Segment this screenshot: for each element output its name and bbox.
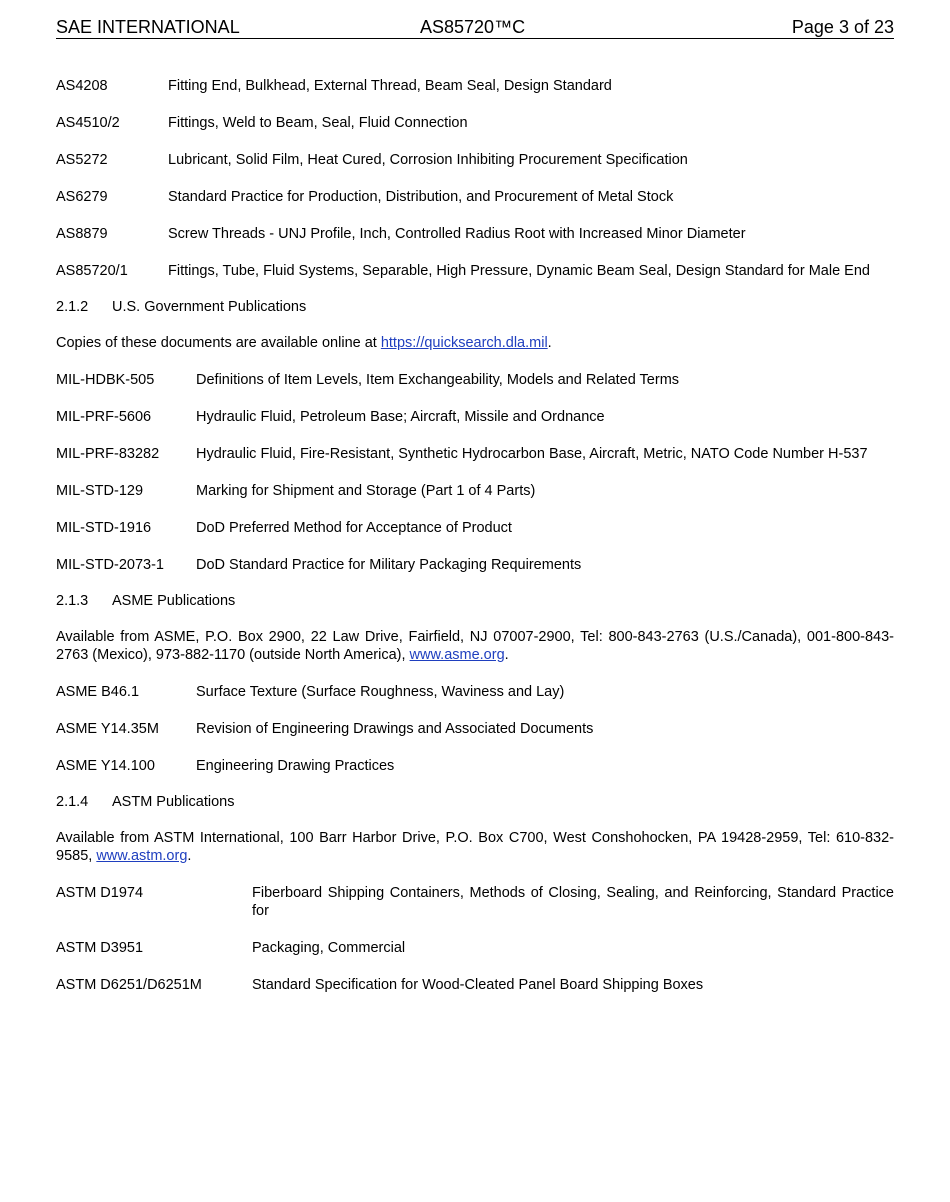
- reference-title: Engineering Drawing Practices: [196, 758, 395, 774]
- reference-title: Hydraulic Fluid, Fire-Resistant, Synthetic Hydrocarbon Base, Aircraft, Metric, NATO Code Number H-537: [196, 446, 868, 462]
- reference-entry: [56, 371, 894, 389]
- reference-entry: [56, 976, 894, 994]
- section-number: 2.1.4: [56, 794, 89, 810]
- reference-entry: [56, 556, 894, 574]
- reference-title: Fitting End, Bulkhead, External Thread, Beam Seal, Design Standard: [168, 78, 612, 94]
- reference-entry: [56, 151, 894, 169]
- reference-entry: [56, 188, 894, 206]
- section-intro: [56, 829, 894, 865]
- section-heading: [56, 592, 894, 610]
- intro-text: Copies of these documents are available online at: [56, 335, 381, 351]
- reference-code: AS4510/2: [56, 115, 120, 131]
- reference-code: ASTM D1974: [56, 885, 144, 901]
- reference-entry: [56, 77, 894, 95]
- asme-website-link[interactable]: www.asme.org: [409, 647, 505, 663]
- section-title: ASTM Publications: [112, 794, 235, 810]
- page-header: [56, 0, 894, 39]
- dla-quicksearch-link[interactable]: https://quicksearch.dla.mil: [380, 335, 548, 351]
- reference-code: MIL-PRF-5606: [56, 409, 152, 425]
- document-body: [56, 77, 894, 994]
- reference-title: Standard Practice for Production, Distribution, and Procurement of Metal Stock: [168, 189, 674, 205]
- reference-title: Lubricant, Solid Film, Heat Cured, Corrosion Inhibiting Procurement Specification: [168, 152, 688, 168]
- section-intro: [56, 628, 894, 664]
- reference-title: Surface Texture (Surface Roughness, Waviness and Lay): [196, 684, 565, 700]
- reference-entry: [56, 519, 894, 537]
- reference-entry: [56, 720, 894, 738]
- astm-website-link[interactable]: www.astm.org: [96, 848, 188, 864]
- reference-code: ASME B46.1: [56, 684, 140, 700]
- header-page-number: Page 3 of 23: [791, 17, 894, 37]
- reference-entry: [56, 262, 894, 280]
- section-number: 2.1.3: [56, 593, 89, 609]
- reference-title: Standard Specification for Wood-Cleated Panel Board Shipping Boxes: [252, 977, 704, 993]
- reference-entry: [56, 445, 894, 463]
- reference-code: ASME Y14.100: [56, 758, 155, 774]
- intro-end: .: [504, 647, 509, 663]
- reference-code: MIL-STD-2073-1: [56, 557, 164, 573]
- header-publisher: SAE INTERNATIONAL: [56, 17, 240, 37]
- reference-title: DoD Standard Practice for Military Packaging Requirements: [196, 557, 582, 573]
- intro-end: .: [187, 848, 192, 864]
- intro-end: .: [547, 335, 552, 351]
- reference-code: AS85720/1: [56, 263, 128, 279]
- reference-code: ASTM D6251/D6251M: [56, 977, 202, 993]
- reference-entry: [56, 939, 894, 957]
- reference-title: Fittings, Weld to Beam, Seal, Fluid Connection: [168, 115, 468, 131]
- reference-code: ASME Y14.35M: [56, 721, 159, 737]
- reference-entry: [56, 683, 894, 701]
- reference-code: MIL-STD-1916: [56, 520, 152, 536]
- reference-code: MIL-STD-129: [56, 483, 144, 499]
- reference-title: Revision of Engineering Drawings and Associated Documents: [196, 721, 594, 737]
- intro-text: Available from ASME, P.O. Box 2900, 22 Law Drive, Fairfield, NJ 07007-2900, Tel: 800-843-2763 (U.S./Canada), 001-800-843-2763 (Mexico), 973-882-1170 (outside North America),: [56, 629, 894, 663]
- reference-title: Definitions of Item Levels, Item Exchangeability, Models and Related Terms: [196, 372, 680, 388]
- reference-code: AS6279: [56, 189, 108, 205]
- reference-title: Hydraulic Fluid, Petroleum Base; Aircraft, Missile and Ordnance: [196, 409, 605, 425]
- reference-title: Screw Threads - UNJ Profile, Inch, Controlled Radius Root with Increased Minor Diameter: [168, 226, 746, 242]
- section-title: U.S. Government Publications: [112, 299, 307, 315]
- section-heading: [56, 793, 894, 811]
- section-title: ASME Publications: [112, 593, 236, 609]
- reference-code: AS4208: [56, 78, 108, 94]
- reference-entry: [56, 408, 894, 426]
- reference-entry: [56, 114, 894, 132]
- document-page: [56, 0, 894, 994]
- reference-entry: [56, 482, 894, 500]
- reference-entry: [56, 225, 894, 243]
- section-intro: [56, 334, 894, 352]
- reference-entry: [56, 884, 894, 920]
- header-doc-number: AS85720™C: [420, 17, 526, 37]
- reference-code: AS8879: [56, 226, 108, 242]
- section-number: 2.1.2: [56, 299, 89, 315]
- reference-code: MIL-HDBK-505: [56, 372, 155, 388]
- reference-title: Fittings, Tube, Fluid Systems, Separable, High Pressure, Dynamic Beam Seal, Design Standard for Male End: [168, 263, 870, 279]
- reference-title: DoD Preferred Method for Acceptance of Product: [196, 520, 512, 536]
- reference-code: AS5272: [56, 152, 108, 168]
- reference-title: Packaging, Commercial: [252, 940, 406, 956]
- reference-entry: [56, 757, 894, 775]
- section-heading: [56, 298, 894, 316]
- intro-text: Available from ASTM International, 100 Barr Harbor Drive, P.O. Box C700, West Conshohocken, PA 19428-2959, Tel: 610-832-9585,: [56, 830, 894, 864]
- reference-code: ASTM D3951: [56, 940, 144, 956]
- reference-title: Fiberboard Shipping Containers, Methods of Closing, Sealing, and Reinforcing, Standard Practice for: [252, 885, 894, 919]
- reference-code: MIL-PRF-83282: [56, 446, 160, 462]
- reference-title: Marking for Shipment and Storage (Part 1 of 4 Parts): [196, 483, 536, 499]
